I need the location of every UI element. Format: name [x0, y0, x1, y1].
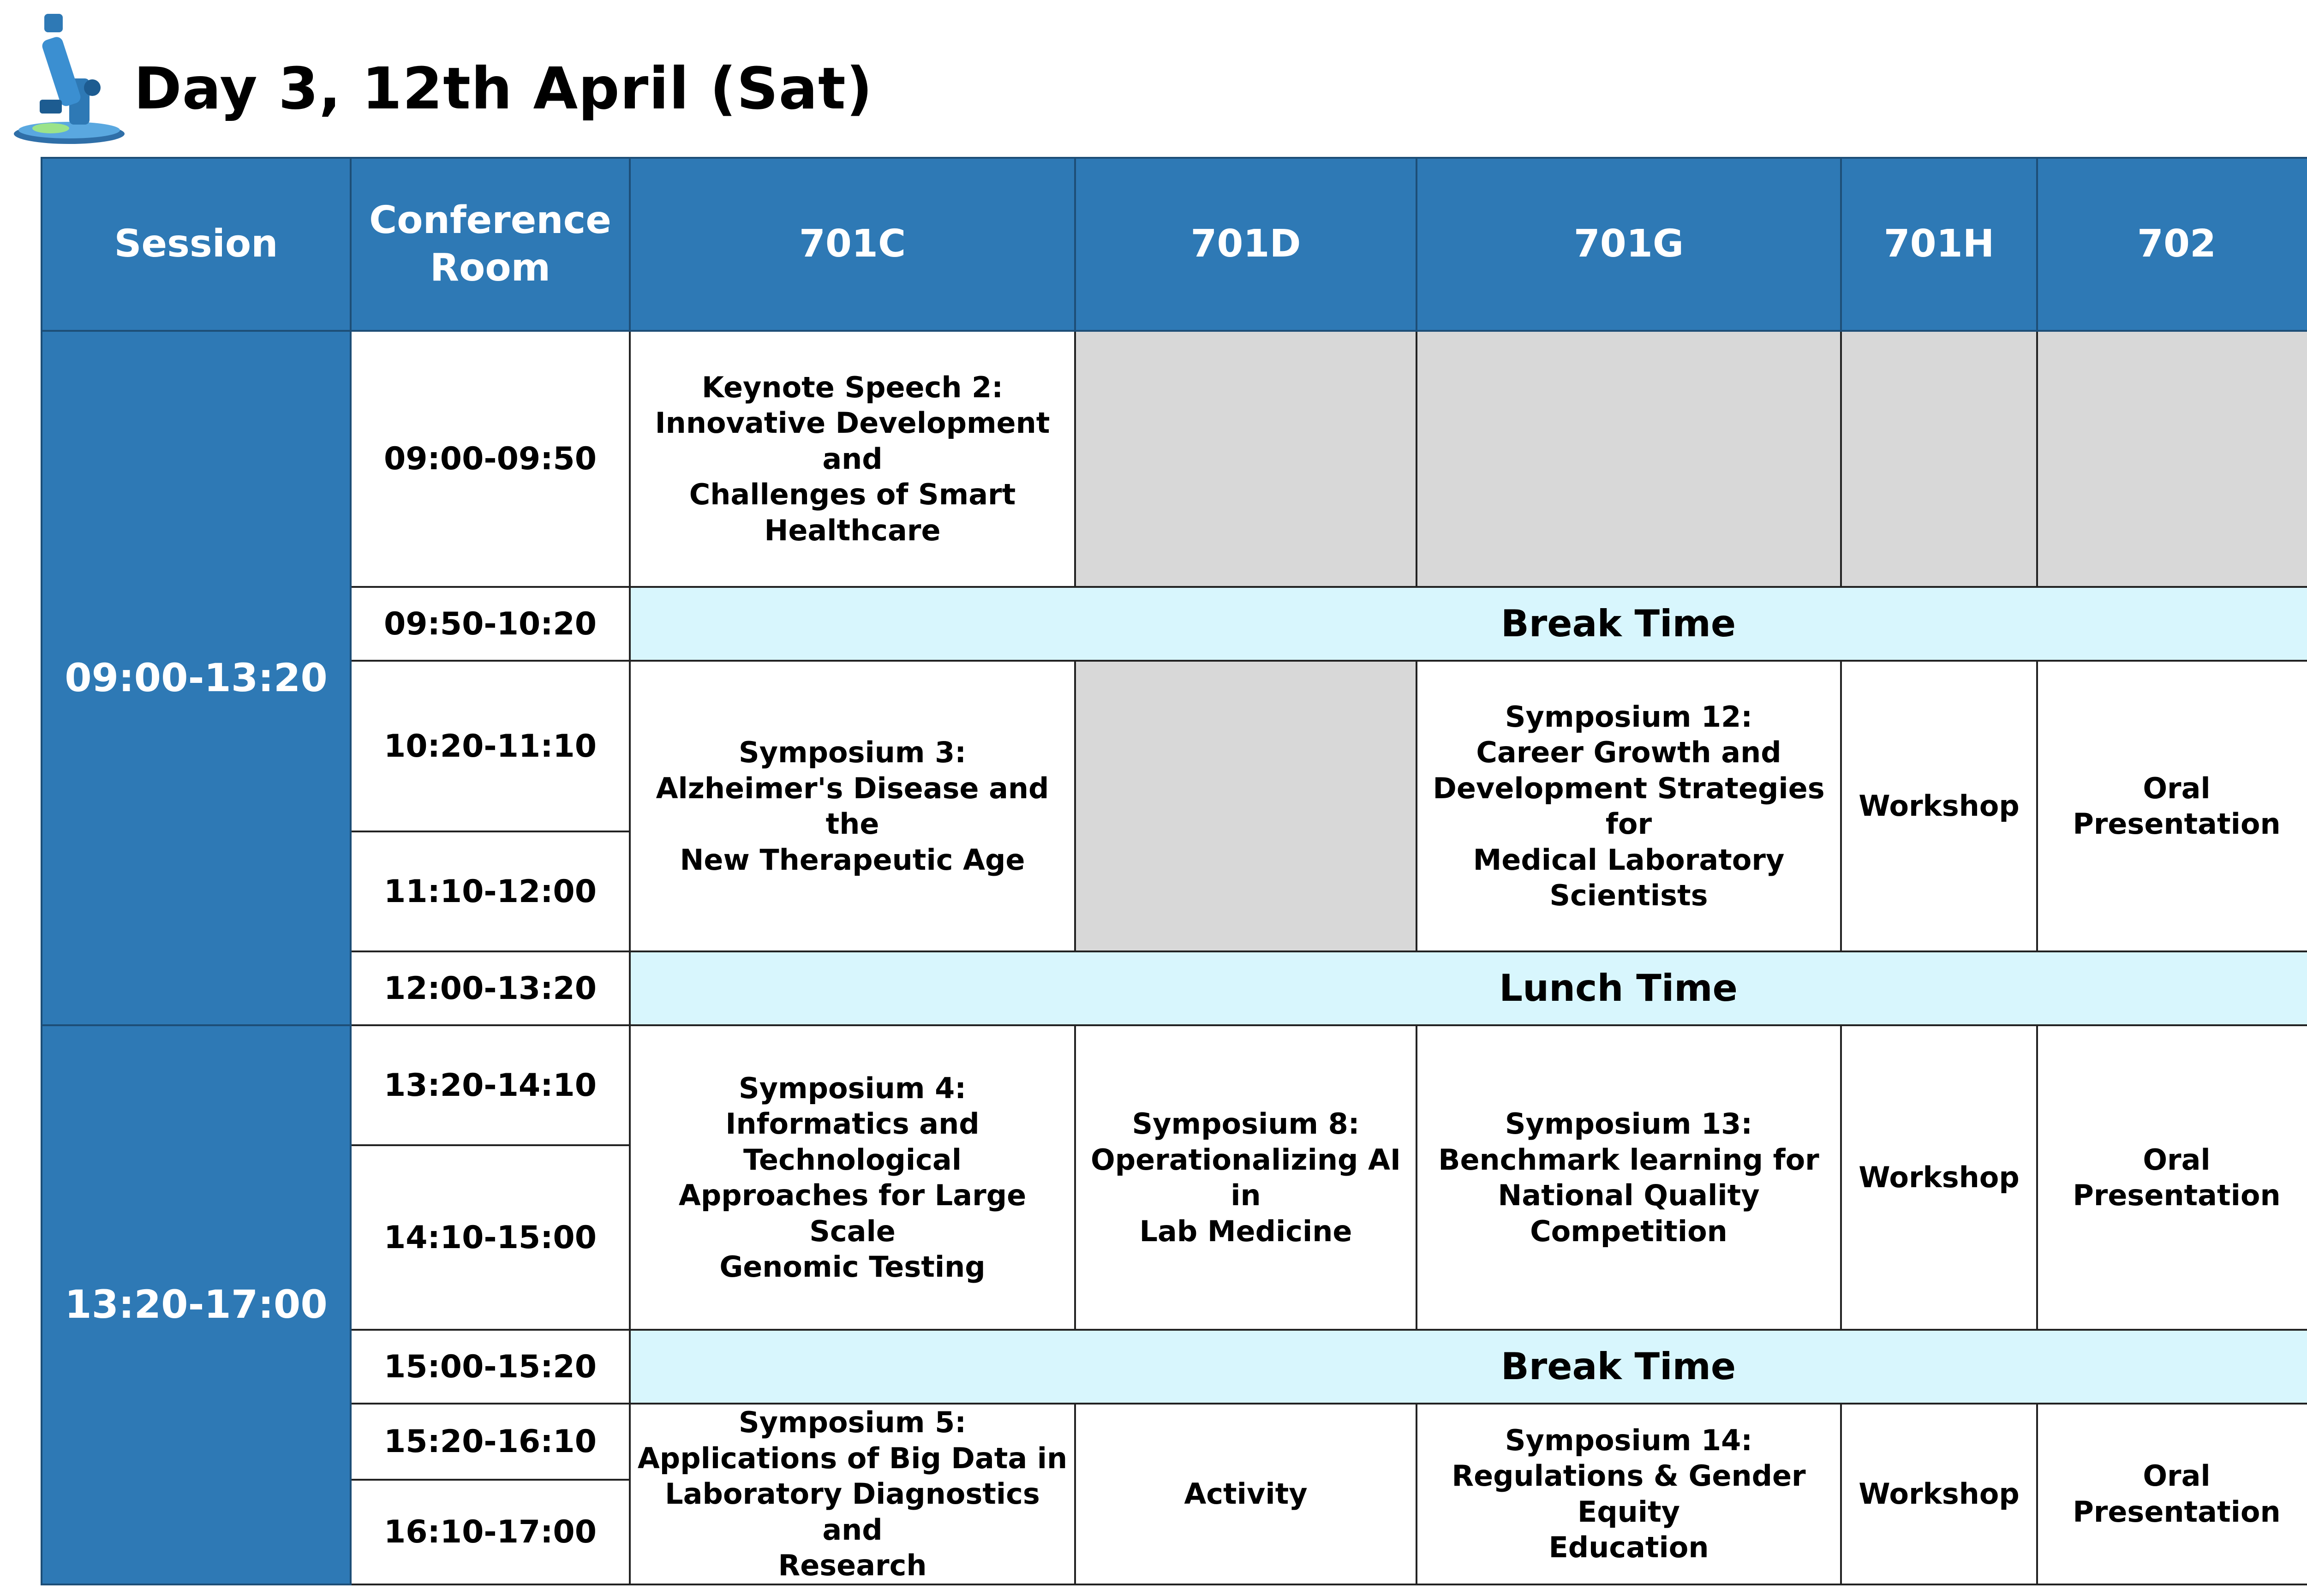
oral-presentation: Oral Presentation: [2037, 661, 2307, 951]
time-slot: 09:00-09:50: [351, 331, 630, 587]
empty-cell: [1416, 331, 1841, 587]
session-afternoon: 13:20-17:00: [42, 1025, 351, 1584]
keynote-speech-2: Keynote Speech 2: Innovative Development and Challenges of Smart Healthcare: [630, 331, 1075, 587]
lunch-time: Lunch Time: [630, 951, 2307, 1025]
header-session: Session: [42, 158, 351, 331]
table-row: [42, 1025, 2307, 1145]
time-slot: 13:20-14:10: [351, 1025, 630, 1145]
table-row: [42, 587, 2307, 661]
header-row: [42, 158, 2307, 331]
empty-cell: [1075, 661, 1416, 951]
table-row: [42, 331, 2307, 587]
table-row: [42, 951, 2307, 1025]
symposium-8: Symposium 8: Operationalizing AI in Lab Medicine: [1075, 1025, 1416, 1330]
time-slot: 11:10-12:00: [351, 831, 630, 951]
symposium-13: Symposium 13: Benchmark learning for National Quality Competition: [1416, 1025, 1841, 1330]
empty-cell: [1841, 331, 2037, 587]
oral-presentation: Oral Presentation: [2037, 1025, 2307, 1330]
break-time: Break Time: [630, 1330, 2307, 1404]
time-slot: 16:10-17:00: [351, 1480, 630, 1584]
time-slot: 12:00-13:20: [351, 951, 630, 1025]
microscope-icon: [0, 9, 134, 148]
time-slot: 15:20-16:10: [351, 1404, 630, 1480]
header-room-701h: 701H: [1841, 158, 2037, 331]
empty-cell: [1075, 331, 1416, 587]
activity: Activity: [1075, 1404, 1416, 1584]
time-slot: 14:10-15:00: [351, 1145, 630, 1330]
break-time: Break Time: [630, 587, 2307, 661]
header-room-701c: 701C: [630, 158, 1075, 331]
workshop: Workshop: [1841, 1404, 2037, 1584]
page-title: Day 3, 12th April (Sat): [134, 55, 873, 122]
time-slot: 10:20-11:10: [351, 661, 630, 831]
header-room-701g: 701G: [1416, 158, 1841, 331]
empty-cell: [2037, 331, 2307, 587]
table-row: [42, 661, 2307, 831]
table-row: [42, 1404, 2307, 1480]
workshop: Workshop: [1841, 1025, 2037, 1330]
header-room-701d: 701D: [1075, 158, 1416, 331]
workshop: Workshop: [1841, 661, 2037, 951]
oral-presentation: Oral Presentation: [2037, 1404, 2307, 1584]
time-slot: 09:50-10:20: [351, 587, 630, 661]
header-room-702: 702: [2037, 158, 2307, 331]
symposium-14: Symposium 14: Regulations & Gender Equity Education: [1416, 1404, 1841, 1584]
table-row: [42, 1330, 2307, 1404]
time-slot: 15:00-15:20: [351, 1330, 630, 1404]
symposium-12: Symposium 12: Career Growth and Development Strategies for Medical Laboratory Scientists: [1416, 661, 1841, 951]
symposium-3: Symposium 3: Alzheimer's Disease and the New Therapeutic Age: [630, 661, 1075, 951]
symposium-5: Symposium 5: Applications of Big Data in Laboratory Diagnostics and Research: [630, 1404, 1075, 1584]
schedule-table: [41, 157, 2307, 1585]
symposium-4: Symposium 4: Informatics and Technological Approaches for Large Scale Genomic Testing: [630, 1025, 1075, 1330]
header-conference-room: Conference Room: [351, 158, 630, 331]
session-morning: 09:00-13:20: [42, 331, 351, 1025]
